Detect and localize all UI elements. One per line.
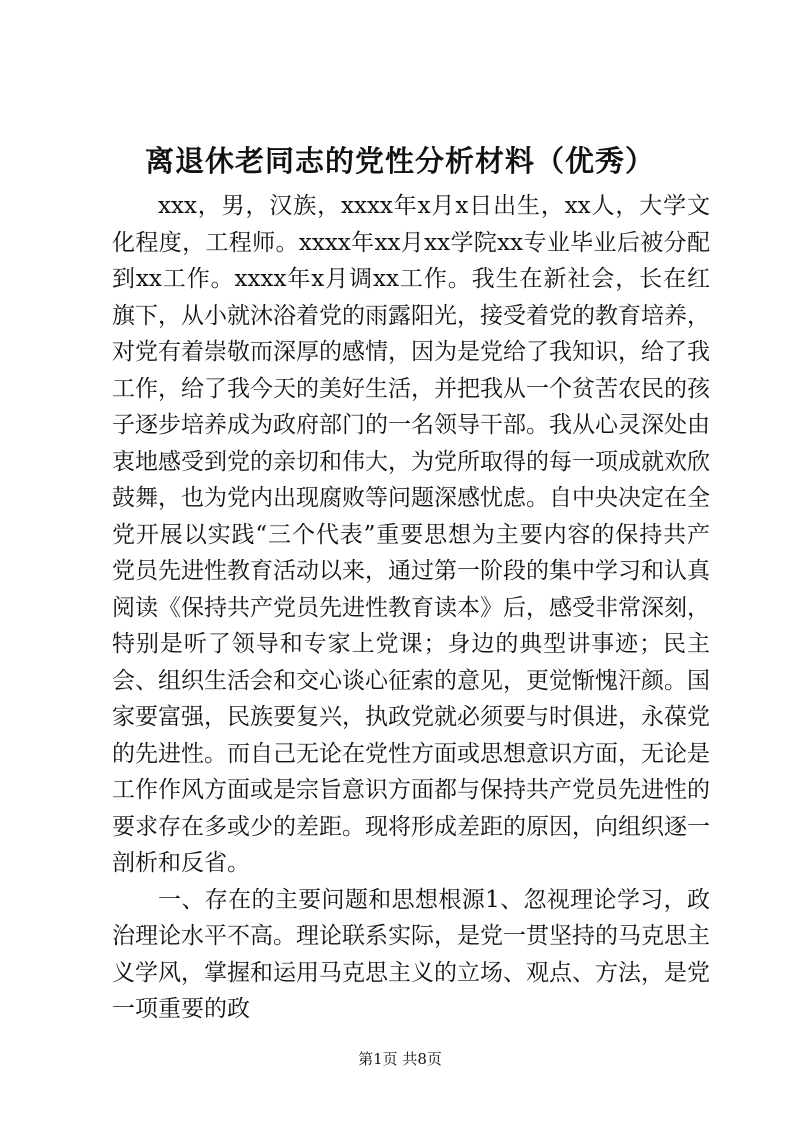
document-title: 离退休老同志的党性分析材料（优秀） xyxy=(144,144,655,178)
paragraph-intro: xxx，男，汉族，xxxx年x月x日出生，xx人，大学文化程度，工程师。xxxx年xx月xx学院xx专业毕业后被分配到xx工作。xxxx年x月调xx工作。我生在新社会，长在红旗下，从小就沐浴着党的雨露阳光，接受着党的教育培养，对党有着崇敬而深厚的感情，因为是党给了我知识，给了我工作，给了我今天的美好生活，并把我从一个贫苦农民的孩子逐步培养成为政府部门的一名领导干部。我从心灵深处由衷地感受到党的亲切和伟大，为党所取得的每一项成就欢欣鼓舞，也为党内出现腐败等问题深感忧虑。自中央决定在全党开展以实践“三个代表”重要思想为主要内容的保持共产党员先进性教育活动以来，通过第一阶段的集中学习和认真阅读《保持共产党员先进性教育读本》后，感受非常深刻，特别是听了领导和专家上党课；身边的典型讲事迹；民主会、组织生活会和交心谈心征索的意见，更觉惭愧汗颜。国家要富强，民族要复兴，执政党就必须要与时俱进，永葆党的先进性。而自己无论在党性方面或思想意识方面，无论是工作作风方面或是宗旨意识方面都与保持共产党员先进性的要求存在多或少的差距。现将形成差距的原因，向组织逐一剖析和反省。 xyxy=(112,193,710,876)
paragraph-section-one: 一、存在的主要问题和思想根源1、忽视理论学习，政治理论水平不高。理论联系实际，是党一贯坚持的马克思主义学风，掌握和运用马克思主义的立场、观点、方法，是党一项重要的政 xyxy=(112,886,710,1022)
document-body xyxy=(112,188,710,1028)
page-number-footer: 第1页 共8页 xyxy=(358,1050,442,1068)
